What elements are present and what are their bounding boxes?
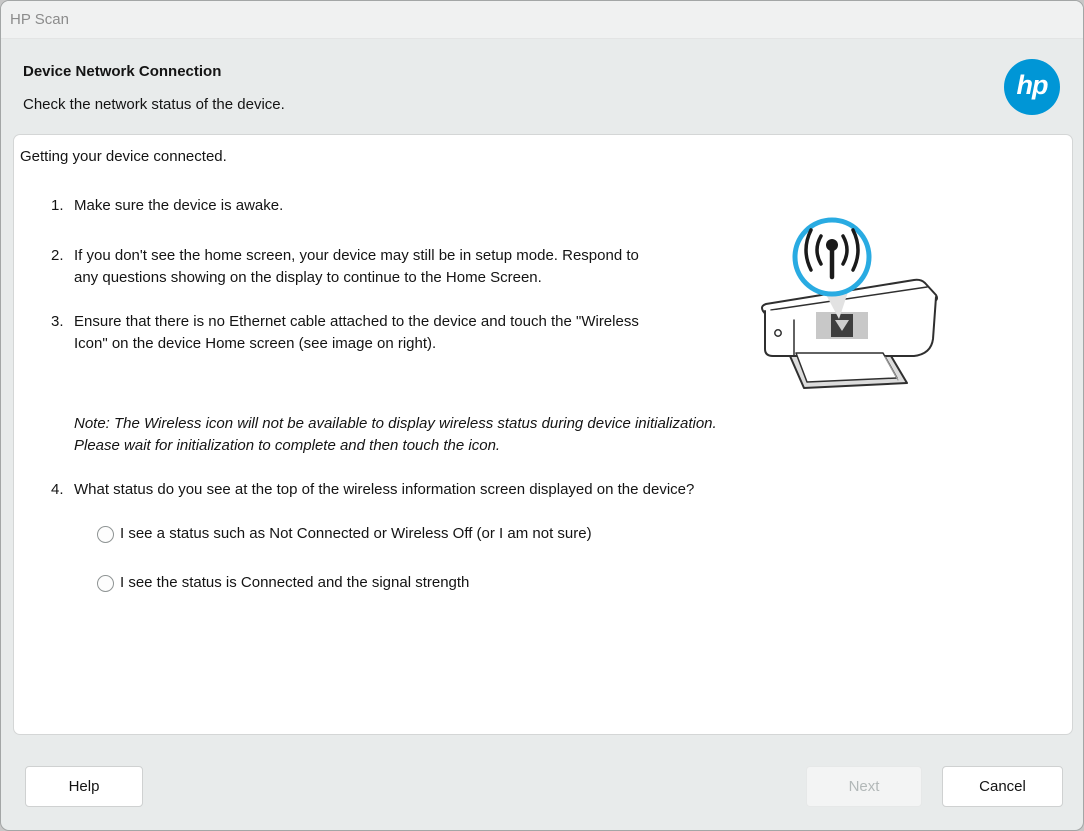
content-panel (13, 134, 1073, 735)
radio-option-not-connected[interactable] (97, 523, 592, 545)
page-title: Device Network Connection (23, 63, 222, 80)
step-4-number: 4. (51, 481, 64, 498)
step-1 (51, 195, 646, 217)
note-text: Note: The Wireless icon will not be available to display wireless status during device initialization. Please wait for initialization to complete and then touch the icon. (74, 415, 717, 454)
step-4-text: What status do you see at the top of the wireless information screen displayed on the device? (74, 481, 695, 498)
step-2-text: If you don't see the home screen, your device may still be in setup mode. Respond to any questions showing on the display to continue to the Home Screen. (74, 247, 639, 286)
next-button[interactable]: Next (806, 766, 922, 807)
window-title: HP Scan (10, 11, 69, 28)
step-2 (51, 245, 646, 289)
hp-logo-text: hp (1016, 70, 1048, 100)
title-bar[interactable] (1, 1, 1083, 39)
step-4 (51, 479, 854, 501)
printer-wireless-illustration (744, 205, 949, 395)
step-1-number: 1. (51, 197, 64, 214)
step-2-number: 2. (51, 247, 64, 264)
wireless-icon (795, 220, 869, 294)
step-1-text: Make sure the device is awake. (74, 197, 284, 214)
help-button[interactable]: Help (25, 766, 143, 807)
intro-text: Getting your device connected. (20, 148, 227, 165)
printer-drawing (762, 280, 937, 388)
radio-option-connected-label: I see the status is Connected and the signal strength (120, 574, 470, 591)
cancel-button[interactable]: Cancel (942, 766, 1063, 807)
radio-button-icon[interactable] (97, 526, 114, 543)
step-3-number: 3. (51, 313, 64, 330)
hp-logo-icon (1004, 59, 1060, 115)
step-3-text: Ensure that there is no Ethernet cable attached to the device and touch the "Wireless Icon" on the device Home screen (see image on right). (74, 313, 639, 352)
radio-button-icon[interactable] (97, 575, 114, 592)
step-3 (51, 311, 646, 355)
radio-option-connected[interactable] (97, 572, 469, 594)
page-subtitle: Check the network status of the device. (23, 96, 285, 113)
radio-option-not-connected-label: I see a status such as Not Connected or Wireless Off (or I am not sure) (120, 525, 592, 542)
